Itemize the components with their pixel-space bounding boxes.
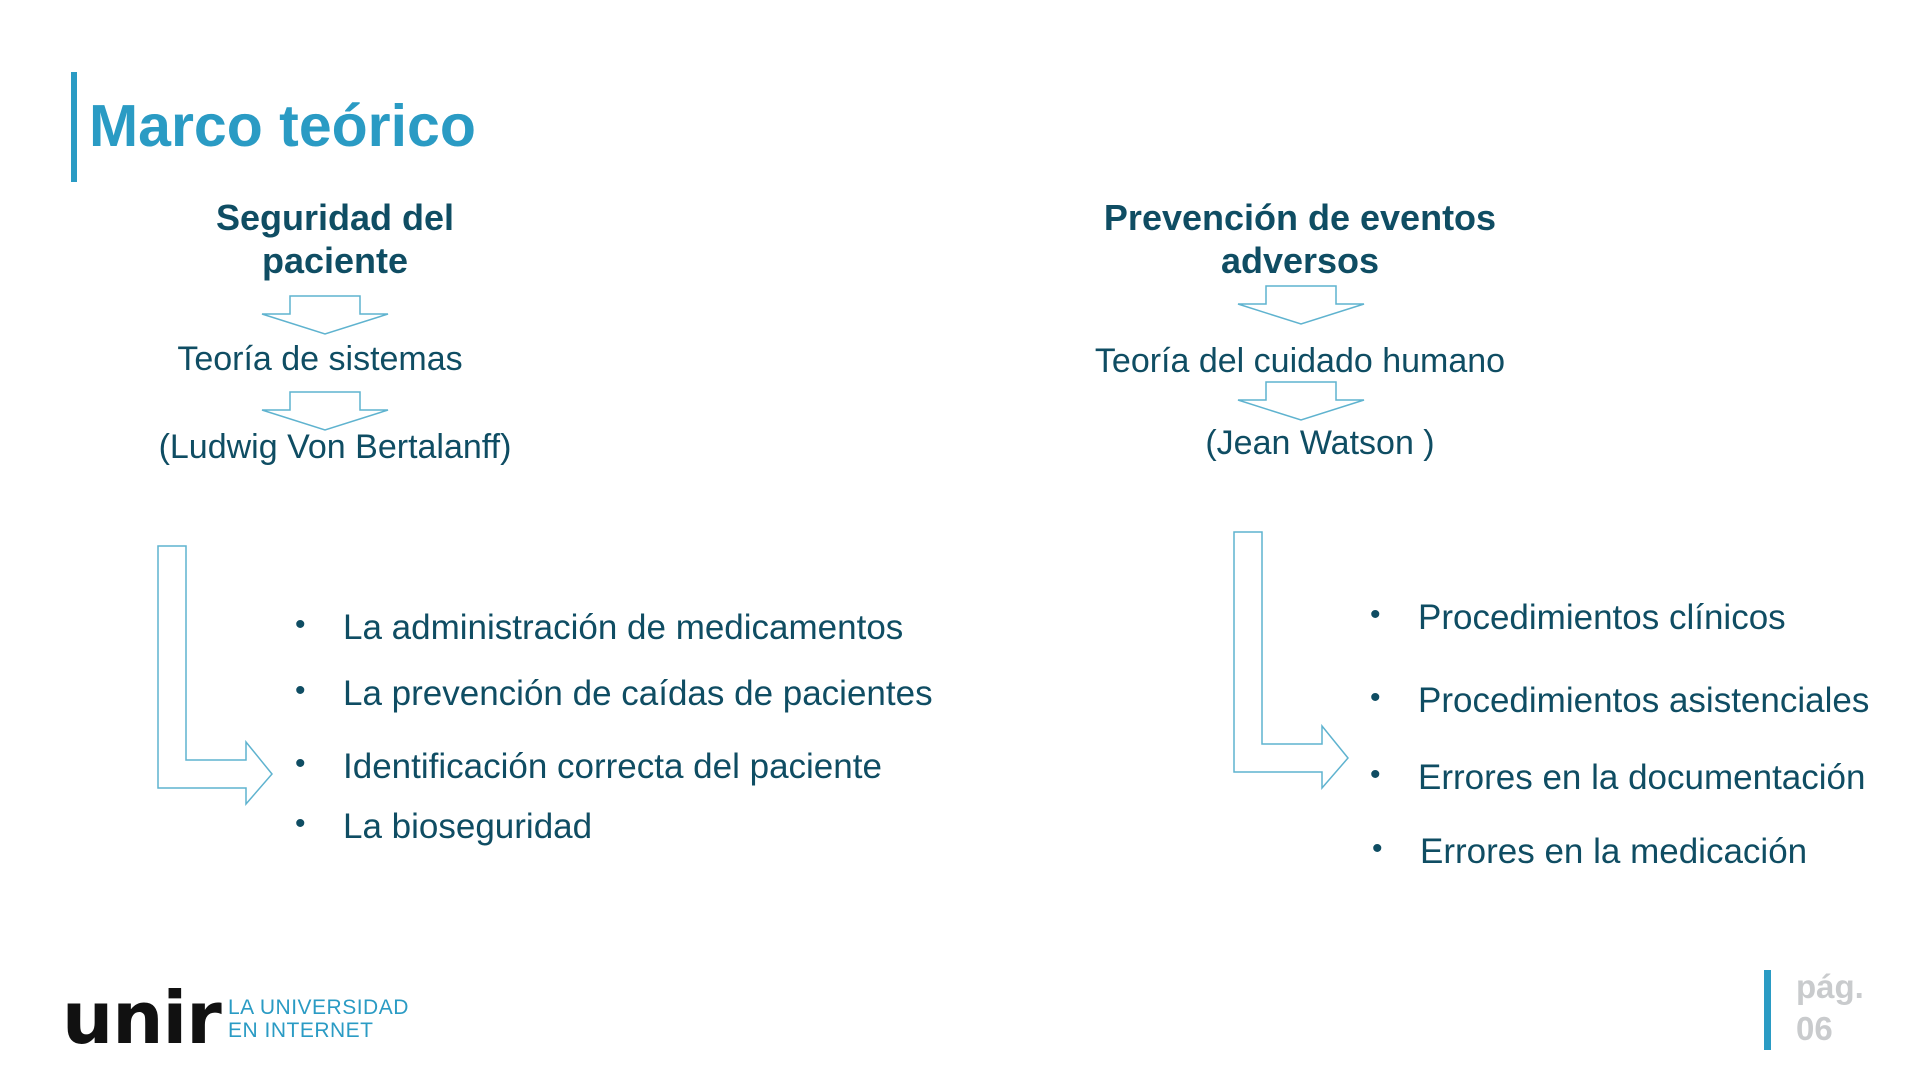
left-down-arrow-2-icon <box>260 392 390 432</box>
bullet-icon: • <box>1370 598 1381 631</box>
logo-tagline-line1: LA UNIVERSIDAD <box>228 996 409 1019</box>
list-item-text: Errores en la documentación <box>1418 758 1866 797</box>
left-column-heading <box>170 196 500 282</box>
left-heading-line1: Seguridad del <box>215 197 455 238</box>
page-title: Marco teórico <box>89 93 476 159</box>
list-item-text: Procedimientos clínicos <box>1418 598 1786 637</box>
list-item <box>1370 598 1786 638</box>
list-item-text: La bioseguridad <box>343 807 593 846</box>
left-heading-line2: paciente <box>261 240 409 281</box>
right-down-arrow-1-icon <box>1236 286 1366 326</box>
page-accent-bar <box>1764 970 1771 1050</box>
list-item-text: Procedimientos asistenciales <box>1418 681 1870 720</box>
right-column-heading <box>1060 196 1540 282</box>
left-down-arrow-1-icon <box>260 296 390 336</box>
bullet-icon: • <box>295 747 306 780</box>
bullet-icon: • <box>295 608 306 641</box>
list-item <box>1370 681 1870 721</box>
right-author: (Jean Watson ) <box>1205 424 1435 462</box>
right-heading-line2: adversos <box>1220 240 1380 281</box>
left-bent-arrow-icon <box>156 544 276 806</box>
bullet-icon: • <box>295 807 306 840</box>
bullet-icon: • <box>295 674 306 707</box>
left-author: (Ludwig Von Bertalanff) <box>158 428 512 466</box>
page-label: pág. <box>1796 968 1864 1005</box>
right-theory: Teoría del cuidado humano <box>1094 342 1506 380</box>
logo-tagline-line2: EN INTERNET <box>228 1019 374 1042</box>
right-down-arrow-2-icon <box>1236 382 1366 422</box>
page-number: 06 <box>1796 1010 1833 1047</box>
list-item <box>1370 758 1866 798</box>
right-bent-arrow-icon <box>1232 530 1352 792</box>
list-item-text: Errores en la medicación <box>1420 832 1808 871</box>
bullet-icon: • <box>1370 681 1381 714</box>
list-item-text: Identificación correcta del paciente <box>343 747 882 786</box>
list-item-text: La prevención de caídas de pacientes <box>343 674 933 713</box>
right-heading-line1: Prevención de eventos <box>1103 197 1497 238</box>
list-item <box>1372 832 1808 872</box>
list-item-text: La administración de medicamentos <box>343 608 904 647</box>
title-accent-bar <box>71 72 77 182</box>
bullet-icon: • <box>1370 758 1381 791</box>
unir-logo: unir <box>62 976 221 1060</box>
bullet-icon: • <box>1372 832 1383 865</box>
left-theory: Teoría de sistemas <box>177 340 463 378</box>
